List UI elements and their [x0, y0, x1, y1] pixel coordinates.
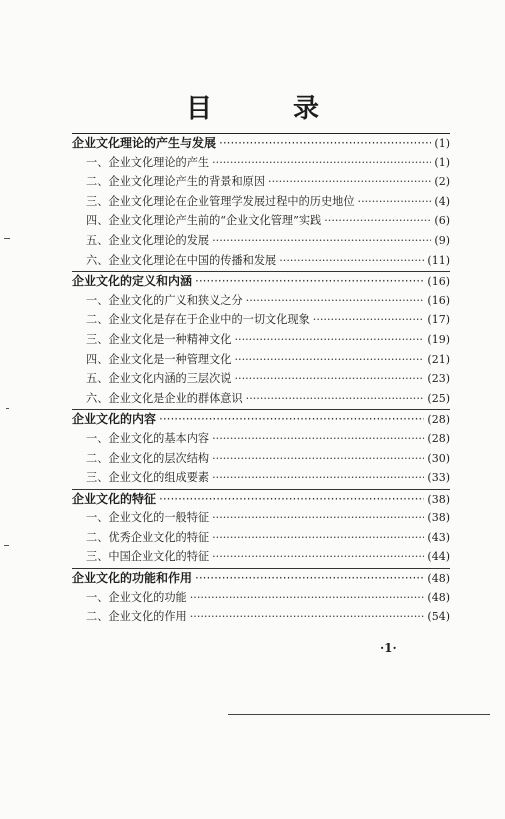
toc-entry-title: 五、企业文化内涵的三层次说 — [86, 372, 232, 386]
toc-leader-dots — [212, 452, 424, 465]
toc-section-entry[interactable] — [72, 390, 450, 410]
toc-leader-dots — [212, 550, 424, 563]
toc-section-entry[interactable] — [72, 173, 450, 193]
toc-entry-title: 二、企业文化的作用 — [86, 610, 187, 624]
toc-leader-dots — [190, 591, 425, 604]
toc-section-entry[interactable] — [72, 430, 450, 450]
toc-chapter-entry[interactable] — [72, 489, 450, 510]
toc-entry-page: (9) — [434, 233, 450, 247]
toc-entry-page: (44) — [427, 550, 450, 564]
toc-entry-page: (16) — [427, 293, 450, 307]
toc-section-entry[interactable] — [72, 212, 450, 232]
toc-leader-dots — [234, 372, 424, 385]
toc-section-entry[interactable] — [72, 469, 450, 489]
toc-entry-page: (28) — [427, 431, 450, 445]
toc-entry-page: (43) — [427, 530, 450, 544]
toc-entry-page: (1) — [434, 137, 450, 150]
toc-entry-title: 四、企业文化是一种管理文化 — [86, 352, 232, 366]
toc-entry-title: 企业文化的定义和内涵 — [72, 274, 193, 289]
toc-section-entry[interactable] — [72, 232, 450, 252]
toc-leader-dots — [195, 571, 424, 585]
toc-entry-page: (6) — [434, 214, 450, 228]
toc-leader-dots — [212, 156, 431, 169]
toc-entry-title: 二、企业文化的层次结构 — [86, 451, 210, 465]
toc-entry-page: (2) — [434, 175, 450, 189]
toc-entry-title: 三、企业文化的组成要素 — [86, 471, 210, 485]
toc-entry-page: (30) — [427, 451, 450, 465]
toc-section-entry[interactable] — [72, 193, 450, 213]
toc-entry-title: 一、企业文化的一般特征 — [86, 511, 210, 525]
toc-leader-dots — [324, 214, 431, 227]
toc-entry-title: 一、企业文化理论的产生 — [86, 155, 210, 169]
toc-leader-dots — [190, 610, 425, 623]
page-number: ·1· — [380, 641, 397, 655]
toc-entry-title: 六、企业文化是企业的群体意识 — [86, 391, 243, 405]
toc-entry-title: 三、中国企业文化的特征 — [86, 550, 210, 564]
toc-entry-page: (54) — [427, 610, 450, 624]
toc-entry-title: 一、企业文化的广义和狭义之分 — [86, 293, 243, 307]
toc-chapter-entry[interactable] — [72, 568, 450, 589]
toc-entry-title: 六、企业文化理论在中国的传播和发展 — [86, 253, 277, 267]
toc-entry-page: (38) — [427, 511, 450, 525]
scan-mark — [6, 408, 9, 409]
toc-entry-page: (4) — [434, 194, 450, 208]
toc-section-entry[interactable] — [72, 589, 450, 609]
toc-leader-dots — [212, 511, 424, 524]
toc-section-entry[interactable] — [72, 154, 450, 174]
toc-section-entry[interactable] — [72, 608, 450, 628]
toc-section-entry[interactable] — [72, 311, 450, 331]
toc-leader-dots — [246, 294, 425, 307]
toc-leader-dots — [246, 392, 425, 405]
toc-entry-title: 二、企业文化理论产生的背景和原因 — [86, 175, 266, 189]
toc-entry-page: (17) — [427, 313, 450, 327]
toc-entry-title: 一、企业文化的功能 — [86, 590, 187, 604]
scan-mark — [4, 545, 9, 546]
toc-entry-title: 企业文化的功能和作用 — [72, 571, 193, 586]
toc-leader-dots — [212, 432, 424, 445]
toc-entry-page: (25) — [427, 391, 450, 405]
toc-leader-dots — [212, 531, 424, 544]
toc-leader-dots — [279, 254, 424, 267]
toc-leader-dots — [234, 333, 424, 346]
toc-entry-page: (38) — [427, 492, 450, 506]
page-title: 目 录 — [185, 94, 356, 124]
toc-entry-title: 二、企业文化是存在于企业中的一切文化现象 — [86, 313, 310, 327]
toc-chapter-entry[interactable] — [72, 409, 450, 430]
toc-leader-dots — [159, 412, 424, 426]
toc-entry-title: 企业文化理论的产生与发展 — [72, 136, 217, 150]
toc-entry-title: 三、企业文化是一种精神文化 — [86, 332, 232, 346]
toc-entry-page: (23) — [427, 372, 450, 386]
scan-mark — [4, 238, 10, 239]
toc-leader-dots — [159, 492, 424, 506]
toc-entry-page: (21) — [427, 352, 450, 366]
toc-entry-title: 五、企业文化理论的发展 — [86, 233, 210, 247]
toc-section-entry[interactable] — [72, 331, 450, 351]
bottom-rule — [228, 714, 490, 715]
toc-section-entry[interactable] — [72, 351, 450, 371]
toc-entry-title: 一、企业文化的基本内容 — [86, 431, 210, 445]
toc-entry-page: (33) — [427, 471, 450, 485]
toc-leader-dots — [268, 175, 431, 188]
toc-leader-dots — [234, 353, 424, 366]
toc-entry-title: 二、优秀企业文化的特征 — [86, 530, 210, 544]
toc-leader-dots — [313, 313, 425, 326]
toc-section-entry[interactable] — [72, 548, 450, 568]
toc-entry-page: (19) — [427, 332, 450, 346]
toc-leader-dots — [358, 195, 432, 208]
toc-section-entry[interactable] — [72, 292, 450, 312]
toc-chapter-entry[interactable] — [72, 133, 450, 154]
toc-section-entry[interactable] — [72, 252, 450, 272]
toc-section-entry[interactable] — [72, 509, 450, 529]
toc-leader-dots — [212, 471, 424, 484]
toc-section-entry[interactable] — [72, 529, 450, 549]
toc-leader-dots — [195, 274, 424, 288]
toc-entry-title: 四、企业文化理论产生前的“企业文化管理”实践 — [86, 214, 322, 228]
toc-entry-title: 企业文化的内容 — [72, 412, 157, 427]
toc-chapter-entry[interactable] — [72, 271, 450, 292]
toc-leader-dots — [219, 136, 431, 150]
toc-entry-page: (11) — [427, 253, 450, 267]
toc-entry-title: 企业文化的特征 — [72, 491, 157, 506]
toc-entry-page: (1) — [434, 155, 450, 169]
table-of-contents — [72, 133, 450, 628]
toc-section-entry[interactable] — [72, 370, 450, 390]
toc-entry-title: 三、企业文化理论在企业管理学发展过程中的历史地位 — [86, 194, 355, 208]
toc-section-entry[interactable] — [72, 450, 450, 470]
toc-entry-page: (48) — [427, 590, 450, 604]
toc-leader-dots — [212, 234, 431, 247]
toc-entry-page: (48) — [427, 572, 450, 586]
toc-entry-page: (16) — [427, 275, 450, 289]
toc-entry-page: (28) — [427, 413, 450, 427]
